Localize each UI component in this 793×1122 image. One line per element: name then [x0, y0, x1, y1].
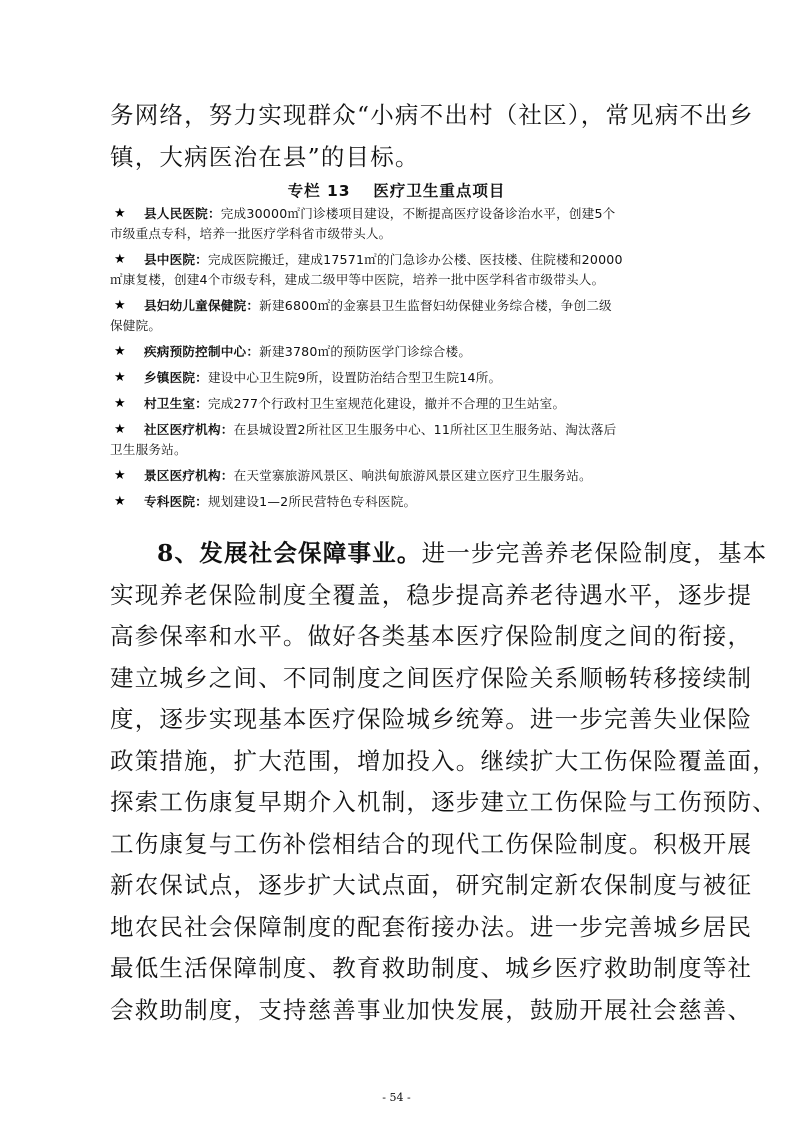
star-icon: ★: [114, 370, 126, 385]
project-item-line: [110, 368, 690, 388]
box-title-prefix: 专栏: [287, 182, 321, 200]
project-item-label: 疾病预防控制中心：: [144, 344, 260, 359]
project-item-line: [110, 204, 690, 224]
section-8-lead: 8、发展社会保障事业。: [157, 539, 422, 567]
intro-line: 镇，大病医治在县”的目标。: [110, 143, 420, 171]
project-item-label: 村卫生室：: [144, 396, 208, 411]
project-item: [110, 492, 690, 512]
page-number: - 54 -: [382, 1091, 411, 1104]
section-8-line: 地农民社会保障制度的配套衔接办法。进一步完善城乡居民: [110, 912, 753, 941]
intro-line: 务网络，努力实现群众“小病不出村（社区），常见病不出乡: [110, 101, 754, 129]
star-icon: ★: [114, 468, 126, 483]
star-icon: ★: [114, 206, 126, 221]
section-8-line: 政策措施，扩大范围，增加投入。继续扩大工伤保险覆盖面，: [110, 746, 777, 775]
project-item-line: ㎡康复楼，创建4个市级专科，建成二级甲等中医院，培养一批中医学科省市级带头人。: [110, 272, 605, 287]
project-item-line: 市级重点专科，培养一批医疗学科省市级带头人。: [110, 226, 392, 241]
section-8-text: 进一步完善养老保险制度，基本: [421, 539, 768, 567]
project-item-label: 县中医院：: [144, 252, 208, 267]
project-item-label: 社区医疗机构：: [144, 422, 234, 437]
project-item: [110, 420, 690, 460]
project-item-text: 新建3780㎡的预防医学门诊综合楼。: [259, 344, 472, 359]
star-icon: ★: [114, 494, 126, 509]
box-title: [0, 179, 793, 201]
project-item-text: 新建6800㎡的金寨县卫生监督妇幼保健业务综合楼，争创二级: [259, 298, 612, 313]
project-item-line: [110, 342, 690, 362]
section-8-line: 最低生活保障制度、教育救助制度、城乡医疗救助制度等社: [110, 954, 753, 982]
project-item-text: 在县城设置2所社区卫生服务中心、11所社区卫生服务站、淘汰落后: [233, 422, 617, 437]
project-item-line: 卫生服务站。: [110, 442, 187, 457]
project-item-text: 在天堂寨旅游风景区、响洪甸旅游风景区建立医疗卫生服务站。: [233, 468, 592, 483]
project-item-line: [110, 466, 690, 486]
project-item-line: [110, 420, 690, 440]
section-8-line: 实现养老保险制度全覆盖，稳步提高养老待遇水平，逐步提: [110, 580, 753, 609]
section-8-line: 高参保率和水平。做好各类基本医疗保险制度之间的衔接，: [110, 622, 753, 650]
section-8-line: [110, 533, 768, 575]
project-item: [110, 466, 690, 486]
project-item-line: [110, 492, 690, 512]
section-8-paragraph: [110, 533, 777, 1031]
section-8-line: 建立城乡之间、不同制度之间医疗保险关系顺畅转移接续制: [110, 663, 753, 692]
project-item-label: 专科医院：: [144, 494, 208, 509]
project-item: [110, 296, 690, 336]
project-item: [110, 204, 690, 244]
section-8-line: 会救助制度，支持慈善事业加快发展，鼓励开展社会慈善、: [110, 995, 753, 1024]
project-item-label: 县妇幼儿童保健院：: [144, 298, 260, 313]
intro-paragraph: [110, 94, 754, 178]
section-8-line: 新农保试点，逐步扩大试点面，研究制定新农保制度与被征: [110, 871, 753, 899]
box-title-number: 13: [327, 182, 351, 200]
project-item-text: 完成30000㎡门诊楼项目建设，不断提高医疗设备诊治水平，创建5个: [220, 206, 616, 221]
project-box: [110, 204, 690, 518]
project-item: [110, 368, 690, 388]
project-item-line: 保健院。: [110, 318, 162, 333]
section-8-line: 探索工伤康复早期介入机制，逐步建立工伤保险与工伤预防、: [110, 788, 777, 816]
project-item-line: [110, 296, 690, 316]
star-icon: ★: [114, 422, 126, 437]
box-title-text: 医疗卫生重点项目: [373, 182, 506, 200]
project-item: [110, 250, 690, 290]
project-item-line: [110, 394, 690, 414]
project-item-line: [110, 250, 690, 270]
project-item: [110, 342, 690, 362]
star-icon: ★: [114, 252, 126, 267]
project-item-text: 完成医院搬迁，建成17571㎡的门急诊办公楼、医技楼、住院楼和20000: [207, 252, 623, 267]
project-item-label: 景区医疗机构：: [144, 468, 234, 483]
project-item-text: 完成277个行政村卫生室规范化建设，撤并不合理的卫生站室。: [207, 396, 566, 411]
project-item-text: 规划建设1—2所民营特色专科医院。: [207, 494, 417, 509]
star-icon: ★: [114, 298, 126, 313]
project-item: [110, 394, 690, 414]
project-item-label: 县人民医院：: [144, 206, 221, 221]
section-8-line: 度，逐步实现基本医疗保险城乡统筹。进一步完善失业保险: [110, 705, 753, 733]
section-8-line: 工伤康复与工伤补偿相结合的现代工伤保险制度。积极开展: [110, 829, 753, 858]
star-icon: ★: [114, 396, 126, 411]
star-icon: ★: [114, 344, 126, 359]
project-item-text: 建设中心卫生院9所，设置防治结合型卫生院14所。: [207, 370, 502, 385]
project-item-label: 乡镇医院：: [144, 370, 208, 385]
